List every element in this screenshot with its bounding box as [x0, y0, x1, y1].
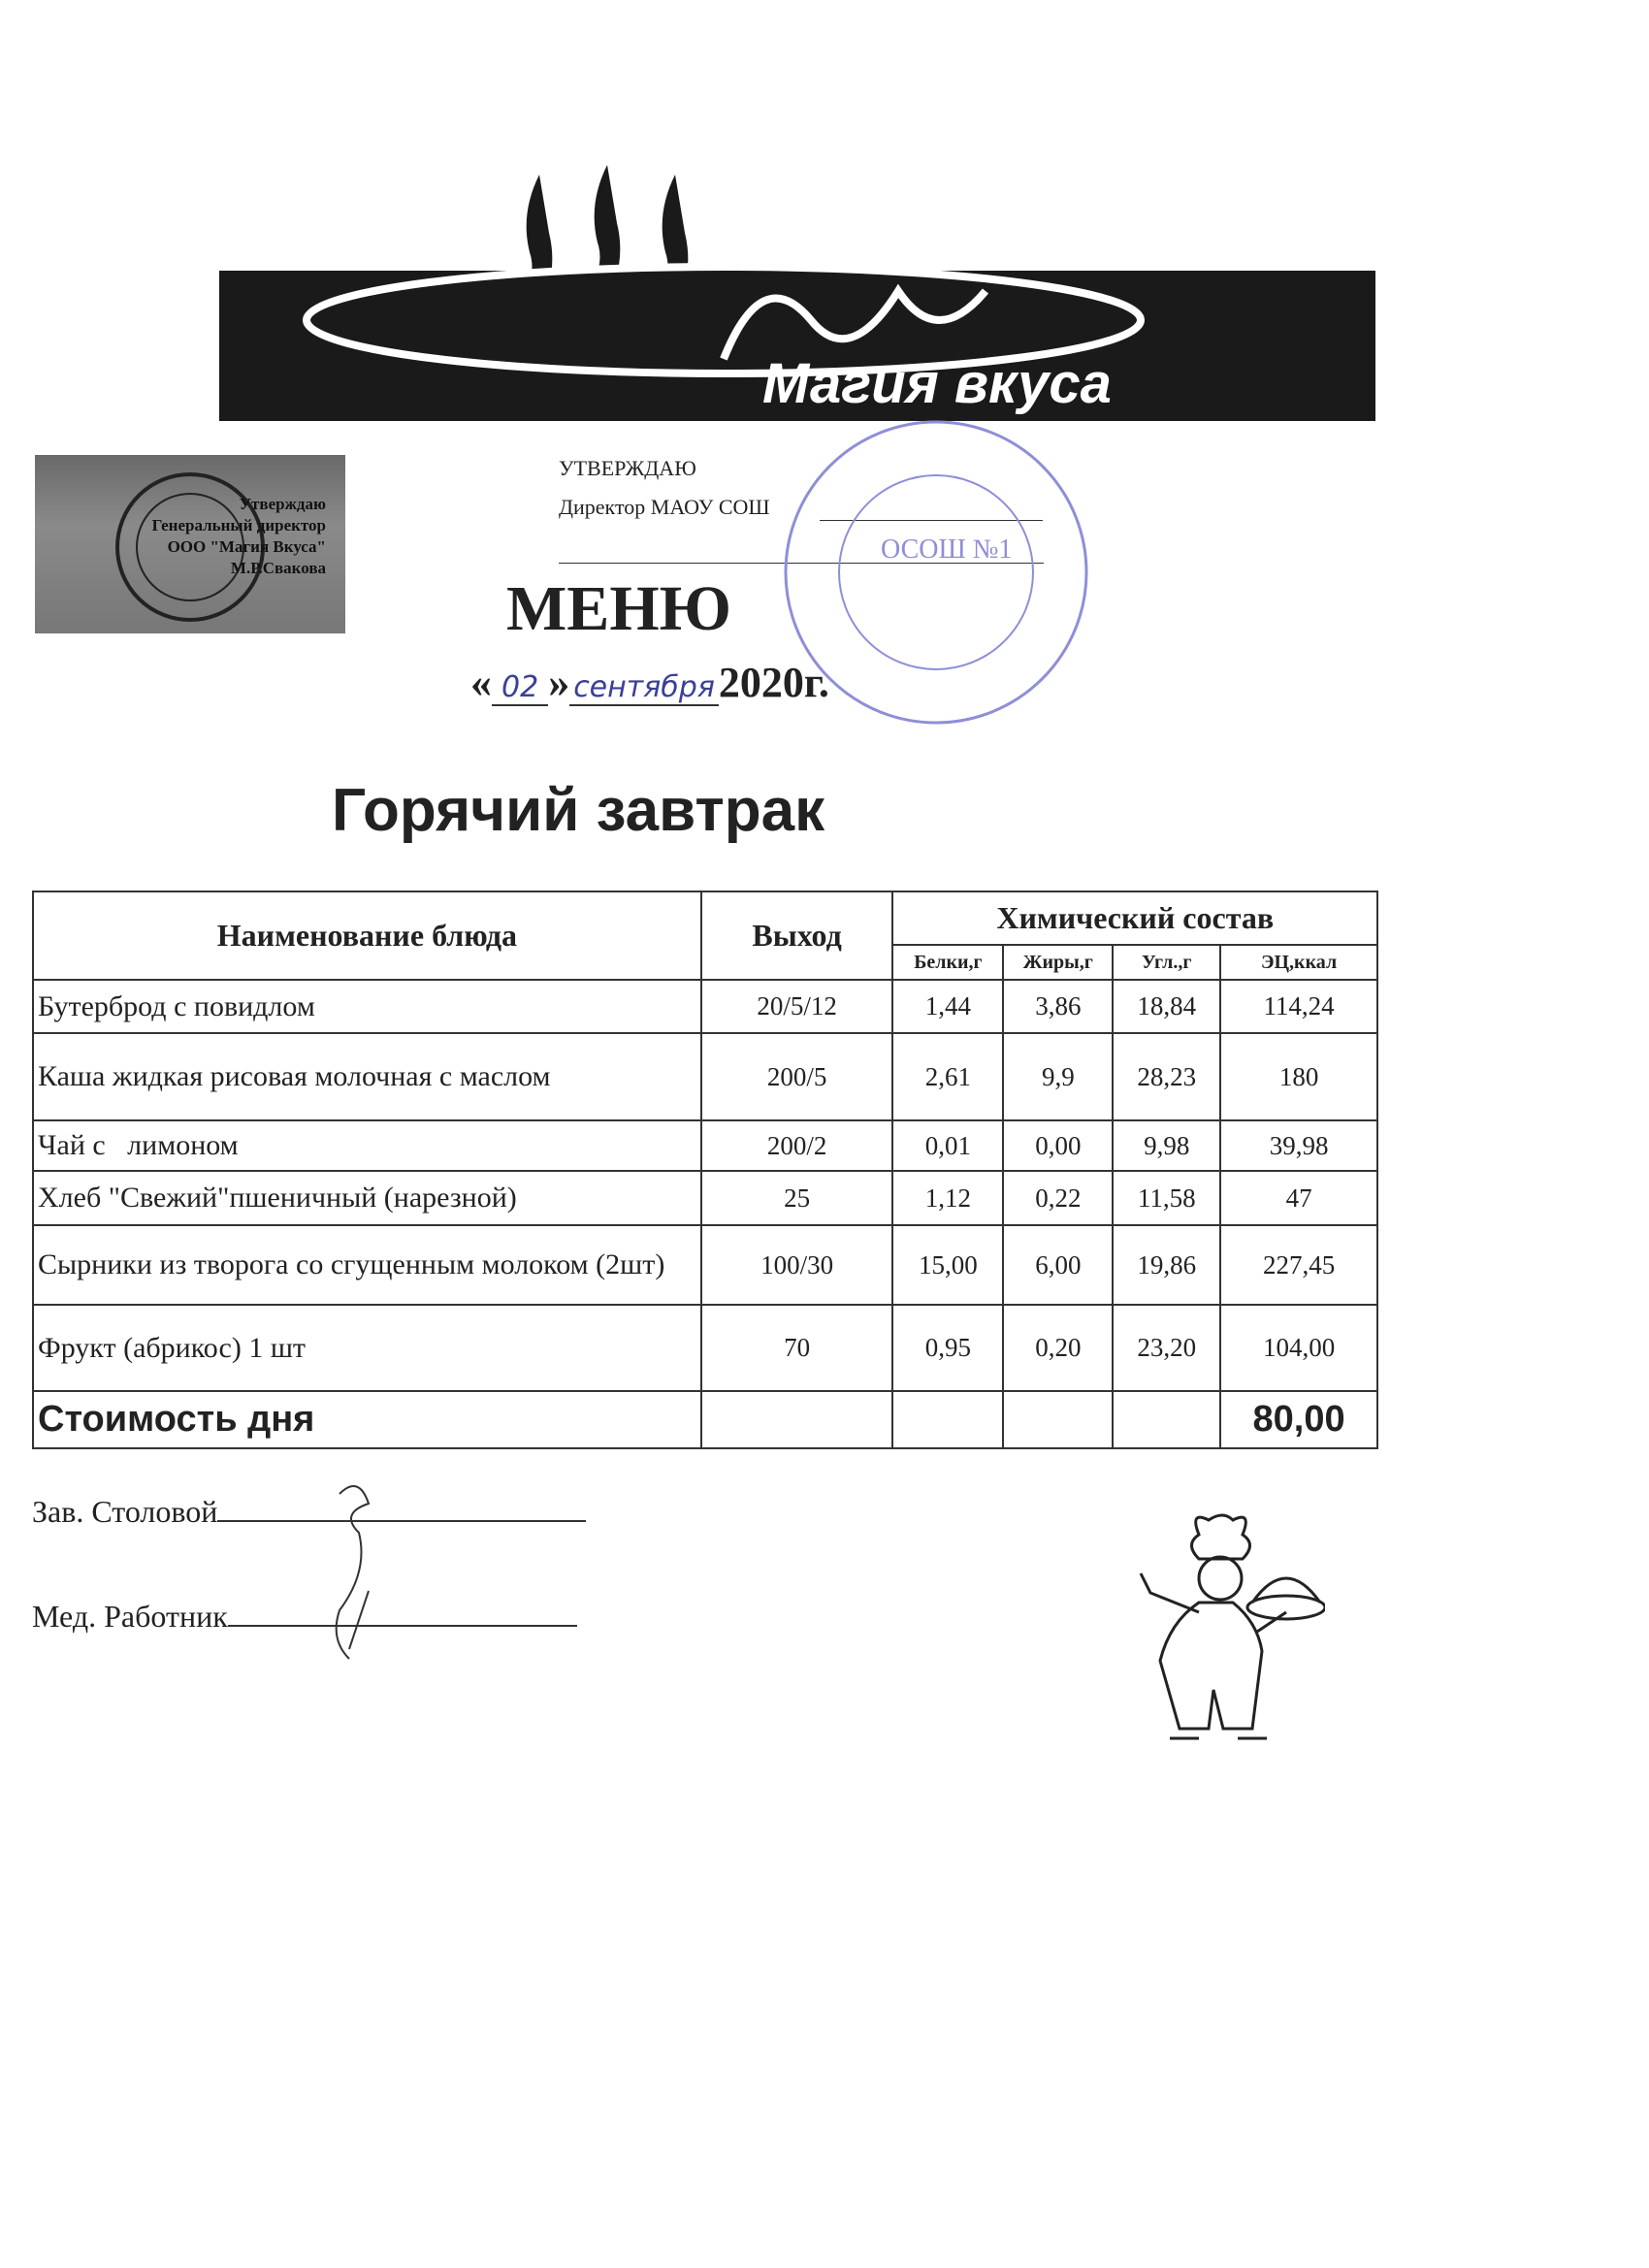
dish-name: Фрукт (абрикос) 1 шт: [33, 1305, 701, 1391]
dish-output: 25: [701, 1171, 893, 1225]
company-approval-stamp: [35, 455, 345, 633]
header-output: Выход: [701, 891, 893, 980]
date-month: сентября: [569, 670, 719, 706]
date-day: 02: [492, 670, 548, 706]
dish-proteins: 0,95: [892, 1305, 1003, 1391]
dish-carbs: 18,84: [1113, 980, 1220, 1033]
menu-table: [32, 891, 1378, 1449]
total-label: Стоимость дня: [33, 1391, 701, 1448]
dish-energy: 180: [1220, 1033, 1377, 1120]
quote: »: [548, 659, 570, 706]
date-year: 2020г.: [718, 659, 829, 706]
table-row: [33, 1120, 1377, 1171]
header-carbs: Угл.,г: [1113, 945, 1220, 980]
dish-proteins: 2,61: [892, 1033, 1003, 1120]
page-title: МЕНЮ: [506, 573, 731, 644]
section-title: Горячий завтрак: [332, 777, 825, 844]
dish-energy: 227,45: [1220, 1225, 1377, 1305]
dish-output: 200/2: [701, 1120, 893, 1171]
total-value: 80,00: [1220, 1391, 1377, 1448]
dish-output: 200/5: [701, 1033, 893, 1120]
handwritten-signature-icon: [310, 1474, 417, 1669]
dish-proteins: 0,01: [892, 1120, 1003, 1171]
dish-energy: 114,24: [1220, 980, 1377, 1033]
total-row: [33, 1391, 1377, 1448]
stamp-line: Генеральный директор: [151, 516, 326, 535]
dish-fats: 0,20: [1003, 1305, 1113, 1391]
director-label: Директор МАОУ СОШ: [559, 495, 770, 519]
dish-output: 20/5/12: [701, 980, 893, 1033]
dish-name: Бутерброд с повидлом: [33, 980, 701, 1033]
table-row: [33, 1171, 1377, 1225]
dish-proteins: 1,44: [892, 980, 1003, 1033]
brand-logo: [219, 165, 1375, 421]
dish-name: Чай с лимоном: [33, 1120, 701, 1171]
dish-name: Каша жидкая рисовая молочная с маслом: [33, 1033, 701, 1120]
dish-carbs: 11,58: [1113, 1171, 1220, 1225]
svg-text:Магия вкуса: Магия вкуса: [762, 352, 1112, 415]
header-energy: ЭЦ,ккал: [1220, 945, 1377, 980]
dish-fats: 6,00: [1003, 1225, 1113, 1305]
dish-proteins: 15,00: [892, 1225, 1003, 1305]
menu-date: [470, 658, 829, 707]
dish-output: 100/30: [701, 1225, 893, 1305]
header-name: Наименование блюда: [33, 891, 701, 980]
dish-fats: 3,86: [1003, 980, 1113, 1033]
approve-label: УТВЕРЖДАЮ: [559, 456, 696, 480]
canteen-label: Зав. Столовой: [32, 1494, 218, 1529]
chef-illustration-icon: [1131, 1506, 1325, 1758]
medic-label: Мед. Работник: [32, 1599, 228, 1634]
dish-energy: 39,98: [1220, 1120, 1377, 1171]
dish-fats: 9,9: [1003, 1033, 1113, 1120]
dish-carbs: 23,20: [1113, 1305, 1220, 1391]
dish-name: Сырники из творога со сгущенным молоком (2шт): [33, 1225, 701, 1305]
dish-energy: 104,00: [1220, 1305, 1377, 1391]
stamp-line: М.Р.Свакова: [230, 559, 326, 577]
table-row: [33, 1225, 1377, 1305]
medic-signature: [32, 1599, 577, 1635]
table-row: [33, 1305, 1377, 1391]
dish-output: 70: [701, 1305, 893, 1391]
stamp-line: Утверждаю: [239, 495, 326, 513]
stamp-line: ООО "Магия Вкуса": [167, 537, 326, 556]
dish-energy: 47: [1220, 1171, 1377, 1225]
dish-carbs: 9,98: [1113, 1120, 1220, 1171]
dish-proteins: 1,12: [892, 1171, 1003, 1225]
dish-fats: 0,00: [1003, 1120, 1113, 1171]
quote: «: [470, 659, 492, 706]
header-proteins: Белки,г: [892, 945, 1003, 980]
header-fats: Жиры,г: [1003, 945, 1113, 980]
dish-carbs: 28,23: [1113, 1033, 1220, 1120]
dish-fats: 0,22: [1003, 1171, 1113, 1225]
header-chem: Химический состав: [892, 891, 1377, 945]
canteen-signature: [32, 1494, 586, 1530]
svg-text:ОСОШ №1: ОСОШ №1: [881, 535, 1013, 565]
dish-name: Хлеб "Свежий"пшеничный (нарезной): [33, 1171, 701, 1225]
dish-carbs: 19,86: [1113, 1225, 1220, 1305]
table-row: [33, 980, 1377, 1033]
table-row: [33, 1033, 1377, 1120]
